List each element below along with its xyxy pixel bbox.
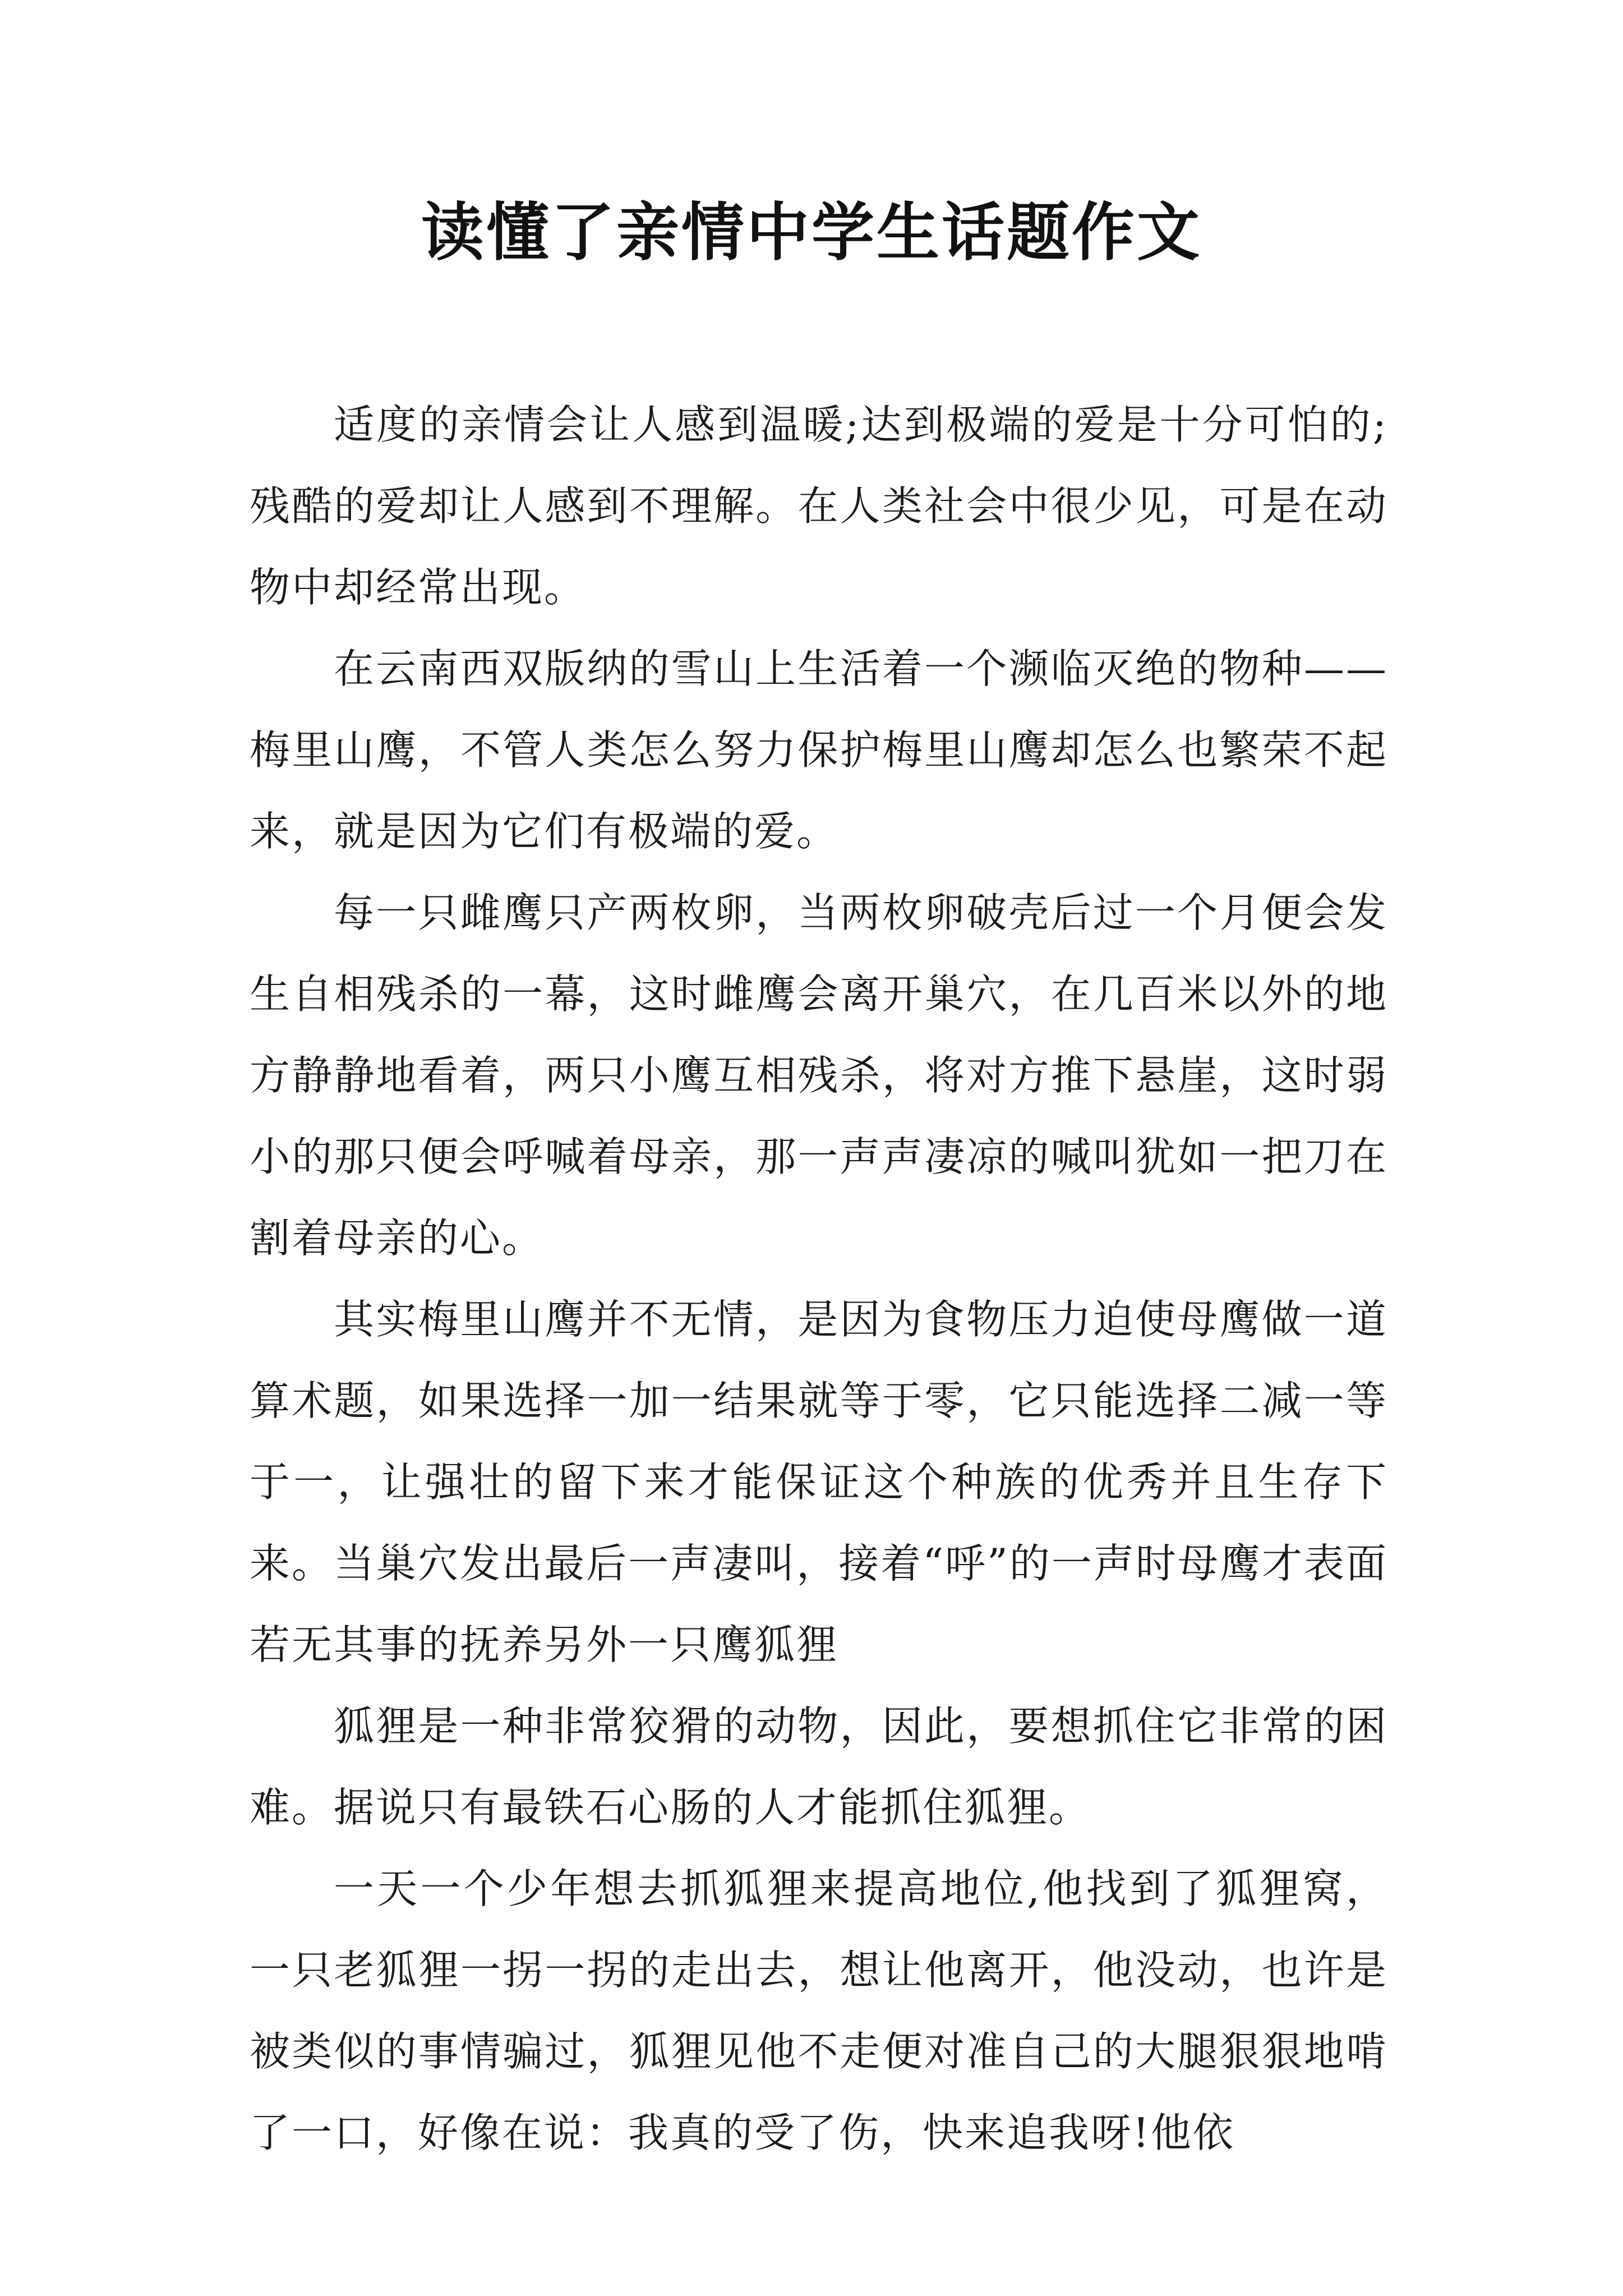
paragraph-5: 狐狸是一种非常狡猾的动物，因此，要想抓住它非常的困难。据说只有最铁石心肠的人才能抓住狐狸。 <box>250 1703 1388 1831</box>
paragraph-2: 在云南西双版纳的雪山上生活着一个濒临灭绝的物种——梅里山鹰，不管人类怎么努力保护梅里山鹰却怎么也繁荣不起来，就是因为它们有极端的爱。 <box>250 645 1388 855</box>
paragraph-1: 适度的亲情会让人感到温暖;达到极端的爱是十分可怕的;残酷的爱却让人感到不理解。在人类社会中很少见，可是在动物中却经常出现。 <box>250 401 1388 611</box>
paragraph-4: 其实梅里山鹰并不无情，是因为食物压力迫使母鹰做一道算术题，如果选择一加一结果就等于零，它只能选择二减一等于一，让强壮的留下来才能保证这个种族的优秀并且生存下来。当巢穴发出最后一声凄叫，接着“呼”的一声时母鹰才表面若无其事的抚养另外一只鹰狐狸 <box>250 1296 1388 1668</box>
paragraph-6: 一天一个少年想去抓狐狸来提高地位,他找到了狐狸窝，一只老狐狸一拐一拐的走出去，想让他离开，他没动，也许是被类似的事情骗过，狐狸见他不走便对准自己的大腿狠狠地啃了一口，好像在说：我真的受了伤，快来追我呀!他依 <box>250 1865 1388 2156</box>
document-body <box>250 384 1388 2174</box>
document-title: 读懂了亲情中学生话题作文 <box>421 196 1202 269</box>
paragraph-3: 每一只雌鹰只产两枚卵，当两枚卵破壳后过一个月便会发生自相残杀的一幕，这时雌鹰会离开巢穴，在几百米以外的地方静静地看着，两只小鹰互相残杀，将对方推下悬崖，这时弱小的那只便会呼喊着母亲，那一声声凄凉的喊叫犹如一把刀在割着母亲的心。 <box>250 889 1388 1262</box>
